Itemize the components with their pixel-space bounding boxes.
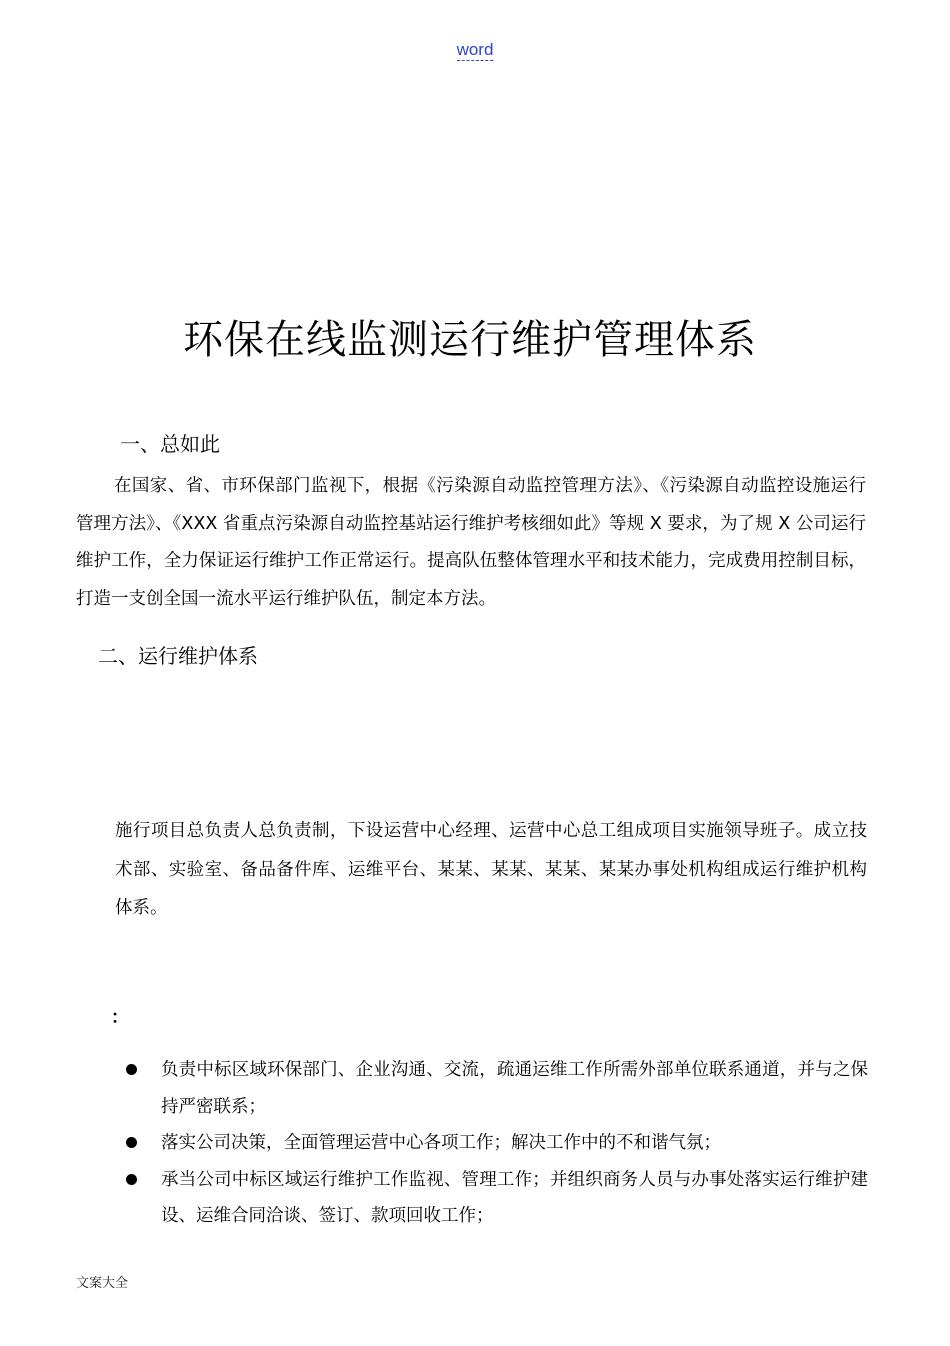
section-paragraph-general: 在国家、省、市环保部门监视下，根据《污染源自动监控管理方法》、《污染源自动监控设施运行管理方法》、《XXX 省重点污染源自动监控基站运行维护考核细如此》等规 X 要求，为了规 X 公司运行维护工作，全力保证运行维护工作正常运行。提高队伍整体管理水平和技术能力，完成费用控制目标，打造一支创全国一流水平运行维护队伍，制定本方法。 (76, 476, 866, 609)
list-item (126, 1125, 868, 1162)
section-heading-system: 二、运行维护体系 (98, 644, 258, 668)
list-item (126, 1052, 868, 1125)
responsibility-list (126, 1052, 868, 1235)
list-item-text: 承当公司中标区域运行维护工作监视、管理工作；并组织商务人员与办事处落实运行维护建设、运维合同洽谈、签订、款项回收工作； (161, 1169, 868, 1226)
section-heading-general: 一、总如此 (120, 432, 220, 456)
bullet-icon (126, 1174, 137, 1185)
list-item (126, 1162, 868, 1235)
document-title: 环保在线监测运行维护管理体系 (183, 317, 757, 363)
page-footer: 文案大全 (76, 1276, 129, 1291)
list-item-text: 负责中标区域环保部门、企业沟通、交流，疏通运维工作所需外部单位联系通道，并与之保持严密联系； (161, 1060, 868, 1117)
list-item-text: 落实公司决策，全面管理运营中心各项工作；解决工作中的不和谐气氛； (161, 1133, 721, 1153)
bullet-icon (126, 1137, 137, 1148)
header-word-text[interactable]: word (456, 40, 494, 59)
bullet-icon (126, 1064, 137, 1075)
section-paragraph-system: 施行项目总负责人总负责制，下设运营中心经理、运营中心总工组成项目实施领导班子。成立技术部、实验室、备品备件库、运维平台、某某、某某、某某、某某办事处机构组成运行维护机构体系。 (115, 821, 867, 918)
list-intro-colon: ： (111, 1008, 129, 1028)
header-word-link[interactable] (0, 40, 950, 60)
